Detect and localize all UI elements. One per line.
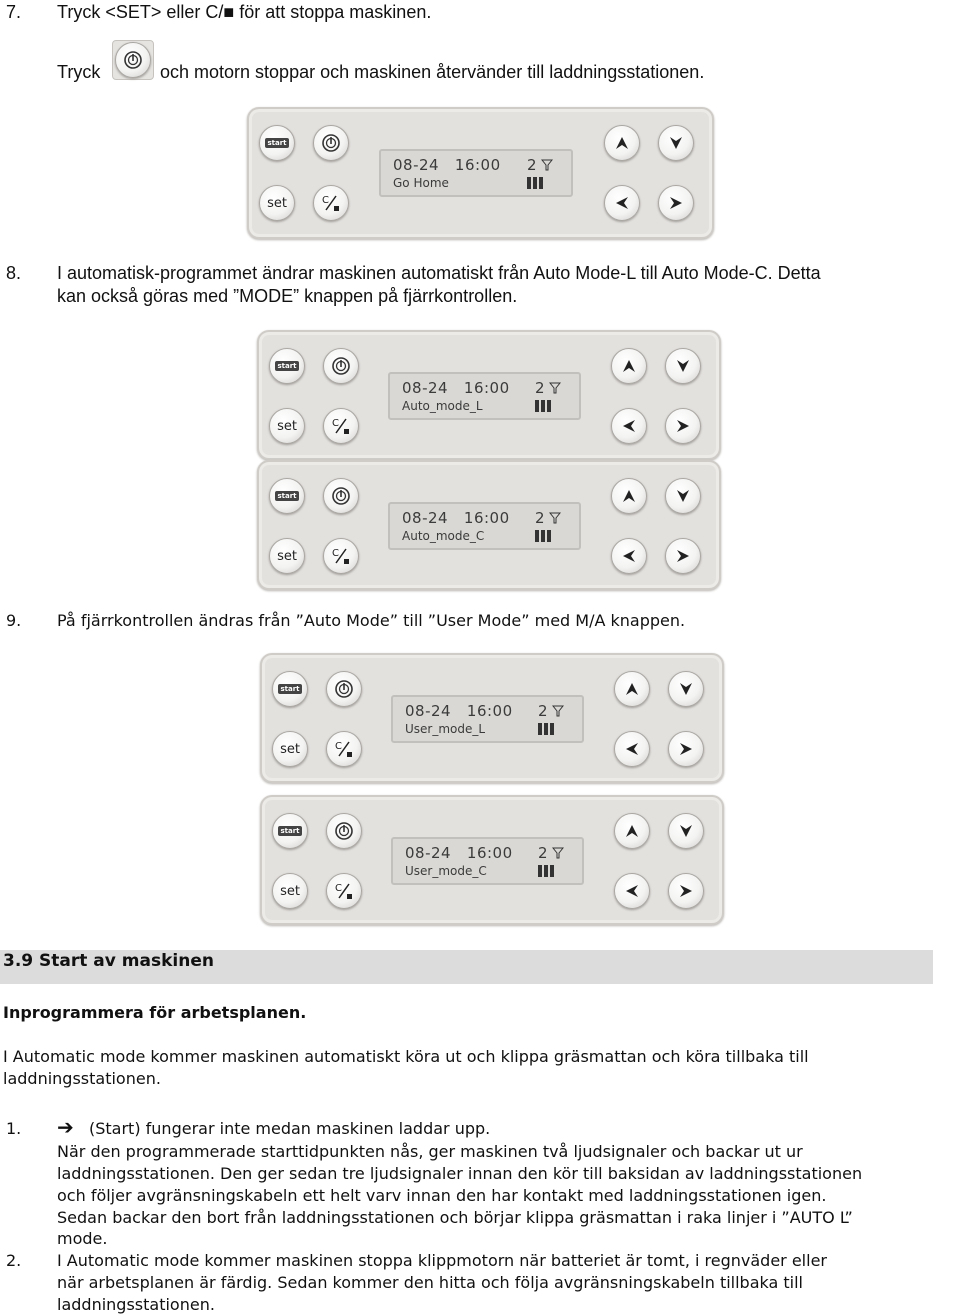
item-1-line-1: (Start) fungerar inte medan maskinen laddar upp.: [89, 1119, 491, 1138]
control-panel: [247, 107, 714, 239]
up-button[interactable]: [604, 125, 640, 161]
battery-bars-icon: [535, 400, 551, 412]
filter-icon: [549, 380, 561, 398]
item-1-line-4: och följer avgränsningskabeln ett helt varv innan den har kontakt med laddningsstationen igen.: [57, 1186, 827, 1205]
arrow-right-icon: ➔: [57, 1115, 74, 1139]
arrow-up-icon: [621, 488, 637, 504]
lcd-date-time: [405, 702, 513, 720]
arrow-right-icon: [675, 418, 691, 434]
lcd-date-time: [393, 156, 501, 174]
step-8-line-2: kan också göras med ”MODE” knappen på fjärrkontrollen.: [57, 286, 518, 306]
lcd-mode: User_mode_C: [405, 864, 487, 878]
arrow-down-icon: [678, 823, 694, 839]
power-icon: [331, 486, 351, 506]
lcd-date-time: [405, 844, 513, 862]
set-label: set: [267, 195, 287, 211]
step-9-number: 9.: [6, 611, 22, 630]
svg-text:C: C: [335, 883, 342, 894]
item-2-number: 2.: [6, 1251, 22, 1270]
right-button[interactable]: [665, 408, 701, 444]
section-title: 3.9 Start av maskinen: [3, 951, 214, 971]
left-button[interactable]: [614, 731, 650, 767]
power-button[interactable]: [313, 125, 349, 161]
right-button[interactable]: [665, 538, 701, 574]
lcd-signal: 2: [535, 509, 545, 527]
step-7-number: 7.: [6, 2, 22, 22]
lcd-date: 08-24: [393, 156, 440, 174]
right-button[interactable]: [668, 731, 704, 767]
filter-icon: [549, 510, 561, 528]
intro-line-1: I Automatic mode kommer maskinen automatiskt köra ut och klippa gräsmattan och köra tillbaka till: [3, 1047, 809, 1066]
arrow-right-icon: [675, 548, 691, 564]
set-label: set: [277, 418, 297, 434]
lcd-signal: 2: [538, 702, 548, 720]
up-button[interactable]: [614, 671, 650, 707]
power-icon: [321, 133, 341, 153]
arrow-down-icon: [668, 135, 684, 151]
start-button[interactable]: [269, 348, 305, 384]
start-button[interactable]: [272, 671, 308, 707]
lcd-time: 16:00: [454, 156, 501, 174]
power-icon: [334, 679, 354, 699]
lcd-time: 16:00: [466, 702, 513, 720]
lcd-date: 08-24: [405, 702, 452, 720]
svg-text:C: C: [332, 418, 339, 429]
power-icon: [334, 821, 354, 841]
lcd-signal: 2: [538, 844, 548, 862]
cancel-stop-button[interactable]: [326, 731, 362, 767]
lcd-mode: Go Home: [393, 176, 449, 190]
set-label: set: [280, 741, 300, 757]
step-7-text-2: och motorn stoppar och maskinen återvänder till laddningsstationen.: [160, 62, 705, 82]
svg-text:C: C: [335, 741, 342, 752]
lcd-display: [388, 372, 581, 420]
set-button[interactable]: [269, 538, 305, 574]
intro-line-2: laddningsstationen.: [3, 1069, 161, 1088]
start-label: start: [267, 139, 287, 147]
set-button[interactable]: [269, 408, 305, 444]
battery-bars-icon: [527, 177, 543, 189]
arrow-up-icon: [624, 681, 640, 697]
step-7-tryck: Tryck: [57, 62, 101, 82]
cancel-stop-button[interactable]: [323, 408, 359, 444]
power-icon: [331, 356, 351, 376]
down-button[interactable]: [668, 671, 704, 707]
battery-bars-icon: [538, 865, 554, 877]
power-button-image: [112, 40, 154, 80]
down-button[interactable]: [665, 348, 701, 384]
power-button[interactable]: [326, 813, 362, 849]
arrow-right-icon: [678, 741, 694, 757]
step-8-number: 8.: [6, 263, 22, 283]
start-button[interactable]: [269, 478, 305, 514]
right-button[interactable]: [668, 873, 704, 909]
lcd-date-time: [402, 509, 510, 527]
down-button[interactable]: [668, 813, 704, 849]
lcd-signal: 2: [535, 379, 545, 397]
filter-icon: [541, 157, 553, 175]
control-panel: [260, 795, 724, 925]
arrow-up-icon: [621, 358, 637, 374]
lcd-mode: User_mode_L: [405, 722, 486, 736]
section-subtitle: Inprogrammera för arbetsplanen.: [3, 1003, 307, 1022]
item-1-number: 1.: [6, 1119, 22, 1138]
c-stop-icon: [333, 738, 355, 760]
c-stop-icon: [330, 415, 352, 437]
control-panel: [257, 330, 721, 460]
arrow-left-icon: [624, 741, 640, 757]
lcd-display: [379, 149, 573, 197]
lcd-mode: Auto_mode_C: [402, 529, 485, 543]
start-button[interactable]: [272, 813, 308, 849]
arrow-down-icon: [675, 358, 691, 374]
start-label: start: [277, 362, 297, 370]
lcd-display: [388, 502, 581, 550]
left-button[interactable]: [611, 538, 647, 574]
cancel-stop-button[interactable]: [323, 538, 359, 574]
start-label: start: [280, 827, 300, 835]
left-button[interactable]: [604, 185, 640, 221]
up-button[interactable]: [611, 348, 647, 384]
item-2-line-1: I Automatic mode kommer maskinen stoppa klippmotorn när batteriet är tomt, i regnväder eller: [57, 1251, 827, 1270]
set-button[interactable]: [272, 731, 308, 767]
set-label: set: [280, 883, 300, 899]
up-button[interactable]: [611, 478, 647, 514]
left-button[interactable]: [611, 408, 647, 444]
set-label: set: [277, 548, 297, 564]
left-button[interactable]: [614, 873, 650, 909]
lcd-date: 08-24: [405, 844, 452, 862]
power-icon: [115, 42, 151, 78]
down-button[interactable]: [665, 478, 701, 514]
item-1-line-5: Sedan backar den bort från laddningsstationen och börjar klippa gräsmattan i raka linjer i ”AUTO L”: [57, 1208, 853, 1227]
filter-icon: [552, 845, 564, 863]
arrow-left-icon: [624, 883, 640, 899]
lcd-date-time: [402, 379, 510, 397]
power-button[interactable]: [323, 478, 359, 514]
svg-text:C: C: [322, 195, 329, 206]
lcd-display: [391, 837, 584, 885]
svg-text:C: C: [332, 548, 339, 559]
filter-icon: [552, 703, 564, 721]
item-1-line-2: När den programmerade starttidpunkten nås, ger maskinen två ljudsignaler och backar ut ur: [57, 1142, 803, 1161]
power-button[interactable]: [323, 348, 359, 384]
control-panel: [260, 653, 724, 783]
start-label: start: [280, 685, 300, 693]
lcd-time: 16:00: [466, 844, 513, 862]
arrow-right-icon: [678, 883, 694, 899]
item-1-line-3: laddningsstationen. Den ger sedan tre ljudsignaler innan den kör till baksidan av laddningsstationen: [57, 1164, 863, 1183]
arrow-up-icon: [614, 135, 630, 151]
set-button[interactable]: [272, 873, 308, 909]
control-panel: [257, 460, 721, 590]
cancel-stop-button[interactable]: [326, 873, 362, 909]
arrow-left-icon: [621, 418, 637, 434]
c-stop-icon: [320, 192, 342, 214]
start-button[interactable]: [259, 125, 295, 161]
start-label: start: [277, 492, 297, 500]
lcd-signal: 2: [527, 156, 537, 174]
arrow-up-icon: [624, 823, 640, 839]
c-stop-icon: [330, 545, 352, 567]
item-1-line-6: mode.: [57, 1229, 108, 1248]
arrow-down-icon: [675, 488, 691, 504]
lcd-time: 16:00: [463, 379, 510, 397]
lcd-date: 08-24: [402, 379, 449, 397]
item-2-line-3: laddningsstationen.: [57, 1295, 215, 1314]
up-button[interactable]: [614, 813, 650, 849]
arrow-right-icon: [668, 195, 684, 211]
arrow-left-icon: [621, 548, 637, 564]
cancel-stop-button[interactable]: [313, 185, 349, 221]
step-7-text: Tryck <SET> eller C/■ för att stoppa maskinen.: [57, 2, 432, 22]
step-8-line-1: I automatisk-programmet ändrar maskinen automatiskt från Auto Mode-L till Auto Mode-C. Detta: [57, 263, 821, 283]
step-9-text: På fjärrkontrollen ändras från ”Auto Mode” till ”User Mode” med M/A knappen.: [57, 611, 686, 630]
down-button[interactable]: [658, 125, 694, 161]
arrow-left-icon: [614, 195, 630, 211]
lcd-time: 16:00: [463, 509, 510, 527]
right-button[interactable]: [658, 185, 694, 221]
lcd-display: [391, 695, 584, 743]
lcd-mode: Auto_mode_L: [402, 399, 483, 413]
power-button[interactable]: [326, 671, 362, 707]
lcd-date: 08-24: [402, 509, 449, 527]
battery-bars-icon: [538, 723, 554, 735]
battery-bars-icon: [535, 530, 551, 542]
arrow-down-icon: [678, 681, 694, 697]
set-button[interactable]: [259, 185, 295, 221]
item-2-line-2: när arbetsplanen är färdig. Sedan kommer den hitta och följa avgränsningskabeln tillbaka till: [57, 1273, 803, 1292]
c-stop-icon: [333, 880, 355, 902]
